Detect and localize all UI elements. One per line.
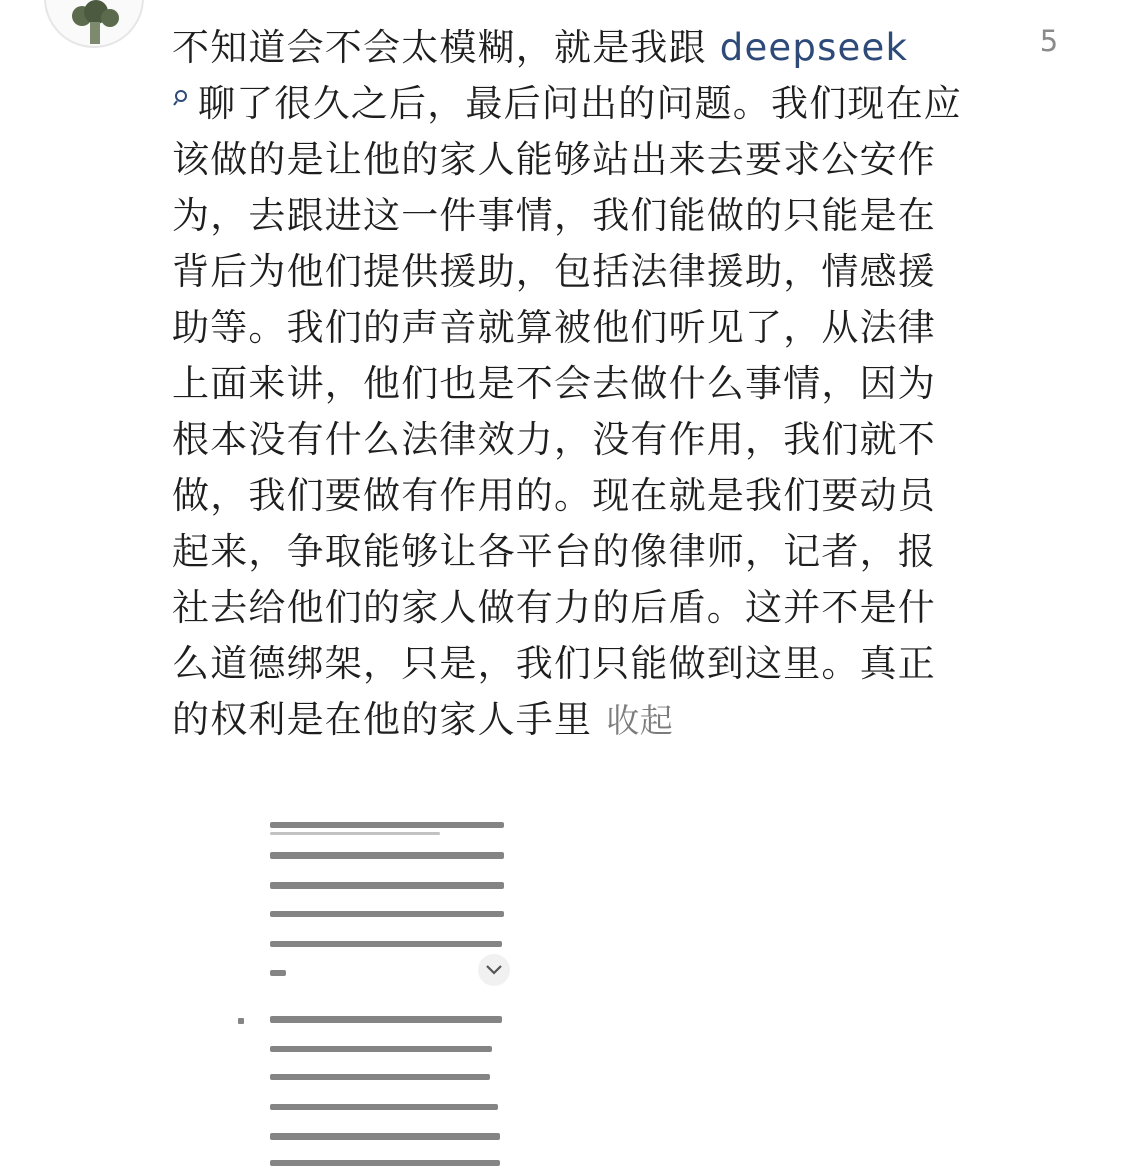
chevron-down-icon[interactable] <box>478 954 510 986</box>
heart-icon[interactable] <box>1024 0 1068 10</box>
avatar[interactable] <box>44 0 144 48</box>
legal-document-photo <box>226 808 526 1167</box>
comment-text-body: 聊了很久之后，最后问出的问题。我们现在应该做的是让他的家人能够站出来去要求公安作为，去跟进这一件事情，我们能做的只能是在背后为他们提供援助，包括法律援助，情感援助等。我们的声音就算被他们听见了，从法律上面来讲，他们也是不会去做什么事情，因为根本没有什么法律效力，没有作用，我们就不做，我们要做有作用的。现在就是我们要动员起来，争取能够让各平台的像律师，记者，报社去给他们的家人做有力的后盾。这并不是什么道德绑架，只是，我们只能做到这里。真正的权利是在他的家人手里 <box>172 82 962 741</box>
collapse-button[interactable]: 收起 <box>606 701 674 740</box>
mention-link[interactable]: deepseek <box>719 26 909 69</box>
comment-text <box>172 20 972 749</box>
comment-text-start: 不知道会不会太模糊，就是我跟 <box>172 26 707 69</box>
search-icon <box>172 88 192 110</box>
attached-image[interactable] <box>226 808 526 1167</box>
like-count: 5 <box>1039 24 1059 58</box>
broccoli-avatar-icon <box>46 0 142 46</box>
